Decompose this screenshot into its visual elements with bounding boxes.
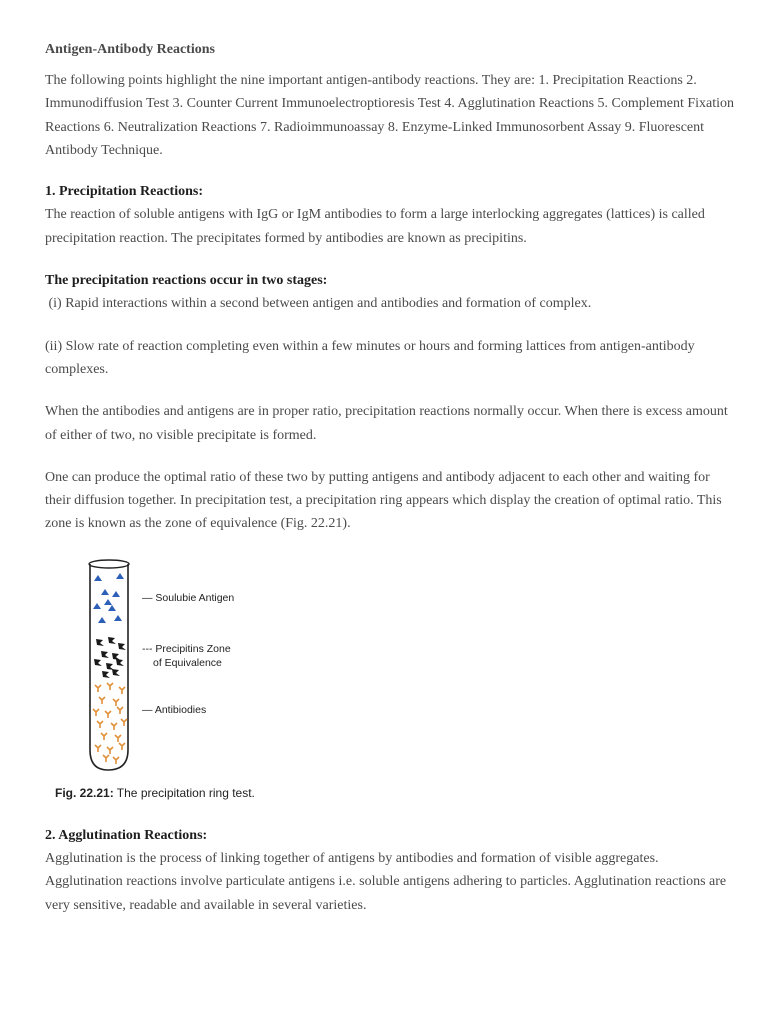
figure-caption — [55, 786, 255, 800]
antibody-particle — [95, 745, 101, 752]
label-zone-of-equivalence: of Equivalence — [153, 656, 222, 669]
test-tube-rim — [89, 560, 129, 568]
precipitate-particle — [112, 653, 120, 660]
antigen-particle — [112, 591, 120, 597]
antibody-particle — [101, 733, 107, 740]
figure-caption-text: The precipitation ring test. — [113, 785, 255, 800]
antibody-particle — [113, 757, 119, 764]
antibody-particle — [121, 719, 127, 726]
antibody-particle — [119, 687, 125, 694]
precipitate-particle — [116, 659, 124, 666]
intro-paragraph: The following points highlight the nine important antigen-antibody reactions. They are: 1. Precipitation Reactions 2. Immunodiffusion Test 3. Counter Current Immunoelectroptioresis Test 4. Agglutination Reactions 5. Complement Fixation Reactions 6. Neutralization Reactions 7. Radioimmunoassay 8. Enzyme-Linked Immunosorbent Assay 9. Fluorescent Antibody Technique. — [45, 73, 735, 158]
precipitate-particle — [108, 637, 116, 644]
antigen-particle — [104, 599, 112, 605]
section-heading-precipitation: 1. Precipitation Reactions: — [45, 184, 203, 200]
stages-heading: The precipitation reactions occur in two stages: — [45, 273, 328, 289]
test-tube-illustration — [50, 558, 310, 783]
label-soluble-antigen: — Soulubie Antigen — [142, 591, 235, 604]
precipitate-particle — [102, 671, 110, 678]
label-precipitins-zone: --- Precipitins Zone — [142, 642, 231, 655]
soluble-antigen-particles — [93, 573, 124, 623]
antibody-particle — [93, 709, 99, 716]
antigen-particle — [108, 605, 116, 611]
precipitate-particle — [96, 639, 104, 646]
precipitate-particle — [112, 669, 120, 676]
antibody-particle — [105, 711, 111, 718]
antigen-particle — [93, 603, 101, 609]
antigen-particle — [94, 575, 102, 581]
antibody-particle — [107, 747, 113, 754]
antibody-particle — [119, 743, 125, 750]
antibody-particle — [103, 755, 109, 762]
antibody-particle — [113, 699, 119, 706]
article-title: Antigen-Antibody Reactions — [45, 42, 215, 57]
stage-two-text: (ii) Slow rate of reaction completing even within a few minutes or hours and forming lattices from antigen-antibody complexes. — [45, 338, 695, 377]
antibody-particle — [117, 707, 123, 714]
article — [45, 38, 735, 917]
figure-caption-number: Fig. 22.21: — [55, 785, 114, 800]
antibody-particle — [111, 723, 117, 730]
precipitate-particle — [101, 651, 109, 658]
label-antibodies: — Antibiodies — [142, 703, 207, 716]
antibody-particle — [95, 685, 101, 692]
antigen-particle — [98, 617, 106, 623]
antigen-particle — [114, 615, 122, 621]
antibody-particle — [107, 683, 113, 690]
antibody-particle — [115, 735, 121, 742]
precipitate-particle — [118, 643, 126, 650]
precipitation-ring-figure — [50, 558, 310, 808]
precipitate-particles — [94, 637, 126, 678]
antigen-particle — [116, 573, 124, 579]
optimal-ratio-paragraph: One can produce the optimal ratio of these two by putting antigens and antibody adjacent to each other and waiting for their diffusion together. In precipitation test, a precipitation ring appears which display the creation of optimal ratio. This zone is known as the zone of equivalence (Fig. 22.21). — [45, 469, 722, 532]
precipitation-definition: The reaction of soluble antigens with IgG or IgM antibodies to form a large interlocking aggregates (lattices) is called precipitation reaction. The precipitates formed by antibodies are known as precipitins. — [45, 207, 705, 246]
antibody-particles — [93, 683, 127, 764]
stage-one-text: (i) Rapid interactions within a second between antigen and antibodies and formation of complex. — [45, 296, 592, 312]
antibody-particle — [97, 721, 103, 728]
precipitate-particle — [106, 663, 114, 670]
section-heading-agglutination: 2. Agglutination Reactions: — [45, 827, 208, 843]
agglutination-paragraph: Agglutination is the process of linking together of antigens by antibodies and formation of visible aggregates. Agglutination reactions involve particulate antigens i.e. soluble antigens adhering to particles. Agglutination reactions are very sensitive, readable and available in several varieties. — [45, 851, 727, 913]
antibody-particle — [99, 697, 105, 704]
ratio-paragraph: When the antibodies and antigens are in proper ratio, precipitation reactions normally occur. When there is excess amount of either of two, no visible precipitate is formed. — [45, 404, 728, 443]
precipitate-particle — [94, 659, 102, 666]
antigen-particle — [101, 589, 109, 595]
